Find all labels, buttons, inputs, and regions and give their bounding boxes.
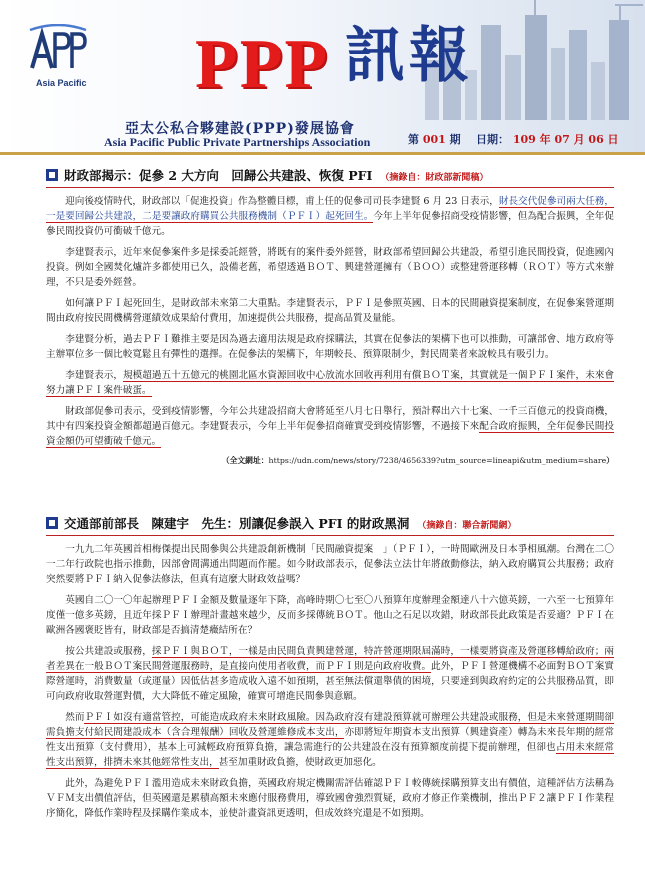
masthead-xunbao: 訊報 [345, 21, 473, 91]
underlined-text: 財長交代促參司兩大任務，一是要回歸公共建設，二是要讓政府購買公共服務機制（ＰＦＩ）起死回生。 [46, 196, 614, 222]
article-mof-ppp-directions [46, 166, 614, 466]
paragraph-text: 李建賢分析，過去ＰＦＩ難推主要是因為過去適用法規是政府採購法，其實在促參法的架構下也可以推動，可讓部會、地方政府等主辦單位多一個比較寬鬆且有彈性的選擇。在促參法的架構下，年期較長、預算限制少，對民間業者來說較具有吸引力。 [46, 334, 614, 360]
paragraph [46, 194, 614, 239]
paragraph [46, 776, 614, 821]
paragraph-text: 甚至加重財政負擔，使財政更加惡化。 [218, 757, 382, 768]
issue-number: 001 [422, 133, 446, 146]
paragraph-text: 如何讓ＰＦＩ起死回生，是財政部未來第二大重點。李建賢表示，ＰＦＩ是參照英國、日本的民間融資提案制度，在促參案營運期間由政府按民間機構營運績效成果給付費用，加速提供公共服務，提高品質及量能。 [46, 298, 614, 324]
article-title-row [46, 166, 614, 188]
issue-prefix: 第 [408, 133, 419, 146]
article-title: 交通部前部長 陳建宇 先生：別讓促參誤入 PFI 的財政黑洞 [64, 516, 410, 531]
logo-subtitle: Asia Pacific [36, 78, 87, 88]
paragraph [46, 404, 614, 449]
paragraph [46, 368, 614, 398]
paragraph-text: 按公共建設或服務， [65, 646, 152, 657]
paragraph [46, 710, 614, 770]
article-source: （摘錄自：財政部新聞稿） [380, 173, 489, 183]
paragraph-text: 亦即將短年期資本支出預算（興建資產）轉為未來長年期的經常性支出預算（支付費用），基本上可減輕政府預算負擔，讓急需進行的公共建設在沒有預算額度前提下提前辦理，但卻也 [46, 727, 615, 753]
underlined-text: 規模超過五十五億元的桃園北區水資源回收中心放流水回收再利用有償ＢＯＴ案，其實就是一個ＰＦＩ案件，未來會努力讓ＰＦＩ案件破蛋。 [46, 370, 615, 396]
paragraph-text: 然而 [65, 712, 85, 723]
paragraph-text: 迎向後疫情時代，財政部以「促進投資」作為整體目標，甫上任的促參司司長李建賢 6 月 23 日表示， [65, 196, 499, 207]
underlined-text: 占用未來經常性支出預算，排擠未來其他經常性支出， [46, 742, 615, 768]
association-name-zh: 亞太公私合夥建設(PPP)發展協會 [125, 121, 355, 137]
underlined-text: 採ＰＦＩ與ＢＯＴ，一樣是由民間負責興建營運，特許營運期限屆滿時，一樣要將資產及營運移轉給政府；兩者差異在一般ＢＯＴ案民間營運服務時，是直接向使用者收費，而ＰＦＩ則是向政府收費。 [46, 646, 615, 672]
issue-info [408, 131, 619, 147]
paragraph-text: 財政部促參司表示，受到疫情影響，今年公共建設招商大會將延至八月七日舉行，預計釋出六十七案、一千三百億元的投資商機，其中有四案投資金額都超過百億元。李建賢表示，今年上半年促參招商確實受到疫情影響，不過接下來 [46, 406, 614, 432]
paragraph [46, 245, 614, 290]
paragraph [46, 593, 614, 638]
url-label: （全文網址： [221, 456, 269, 465]
newsletter-header [0, 0, 645, 152]
paragraph [46, 332, 614, 362]
issue-suffix: 期 [449, 133, 461, 146]
header-divider [0, 152, 645, 155]
paragraph-text: 一九九二年英國首相梅傑提出民間參與公共建設創新機制「民間融資提案 」（ＰＦＩ），一時間歐洲及日本爭相風潮。台灣在二〇一二年行政院也指示推動，因部會間溝通出問題而作罷。如今財政部表示，促參法立法廿年將啟動修法，納入政府購買公共服務；政府突然要將ＰＦＩ納入促參法修法，但真有這麼大財政效益嗎？ [46, 544, 614, 585]
paragraph [46, 644, 614, 704]
paragraph-text: 李建賢表示，近年來促參案件多是採委託經營，將既有的案件委外經營，財政部希望回歸公共建設，希望引進民間投資，促進國內投資。例如全國焚化爐許多都使用已久，設備老舊，希望透過ＢＯＴ、興建營運擁有（ＢＯＯ）或整建營運移轉（ＲＯＴ）等方式來辦理，不只是委外經營。 [46, 247, 614, 288]
association-name-en: Asia Pacific Public Private Partnerships Association [104, 135, 371, 149]
paragraph-text: 今年上半年促參招商受疫情影響，但為配合振興，全年促參民間投資仍可衝破千億元。 [46, 211, 615, 237]
apppa-logo [28, 24, 88, 74]
paragraph-text: 李建賢表示， [65, 370, 123, 381]
article-source: （摘錄自：聯合新聞網） [417, 521, 517, 531]
paragraph [46, 542, 614, 587]
paragraph-text: 英國自二〇一〇年起辦理ＰＦＩ金額及數量逐年下降，高峰時期〇七至〇八預算年度辦理金額達八十六億英鎊，一六至一七預算年度僅一億多英鎊，且近年採ＰＦＩ辦理計畫越來越少，反而多採傳統ＢＯＴ。他山之石足以攻錯，財政部長此政策是否妥適？ＰＦＩ在歐洲各國褒貶皆有，財政部是否搞清楚癥結所在？ [46, 595, 614, 636]
square-bullet-icon [46, 169, 58, 181]
paragraph-text: 此外，為避免ＰＦＩ濫用造成未來財政負擔，英國政府規定機關需評估確認ＰＦＩ較傳統採購預算支出有價值，這種評估方法稱為ＶＦＭ支出價值評估，但英國還是累積高額未來應付服務費用，導致國會強烈質疑，政府才修正作業機制，推出ＰＦ２讓ＰＦＩ作業程序簡化，降低作業時程及採購作業成本，並使計畫資訊更透明，但成效終究還是不如預期。 [46, 778, 614, 819]
source-link[interactable]: https://udn.com/news/story/7238/4656339?utm_source=lineapi&utm_medium=share [268, 456, 607, 465]
paragraph-text: 此外，ＰＦＩ營運機構不必面對ＢＯＴ案實際營運時，消費數量（或運量）因低估甚多造成收入遠不如預期，甚至無法償還舉債的困境，只要達到與政府約定的公共服務品質，即可向政府收取營運對價，大大降低不確定風險，確實可增進民間參與意願。 [46, 661, 615, 702]
underlined-text: ＰＦＩ如沒有適當管控，可能造成政府未來財政風險。因為政府沒有建設預算就可辦理公共建設或服務，但是未來營運期間卻需負擔支付給民間建設成本（含合理報酬）回收及營運維修成本支出， [46, 712, 615, 738]
date-label: 日期： [475, 133, 509, 146]
paragraph [46, 296, 614, 326]
source-url-line [46, 455, 614, 466]
url-close: ） [606, 456, 614, 465]
article-pfi-fiscal-risk [46, 514, 614, 827]
issue-date: 109 年 07 月 06 日 [512, 133, 619, 146]
article-title-row [46, 514, 614, 536]
article-title: 財政部揭示：促參 2 大方向 回歸公共建設、恢復 PFI [64, 168, 373, 183]
underlined-text: 配合政府振興，全年促參民間投資金額仍可望衝破千億元。 [46, 421, 615, 447]
masthead-ppp: PPP [195, 26, 330, 103]
square-bullet-icon [46, 517, 58, 529]
